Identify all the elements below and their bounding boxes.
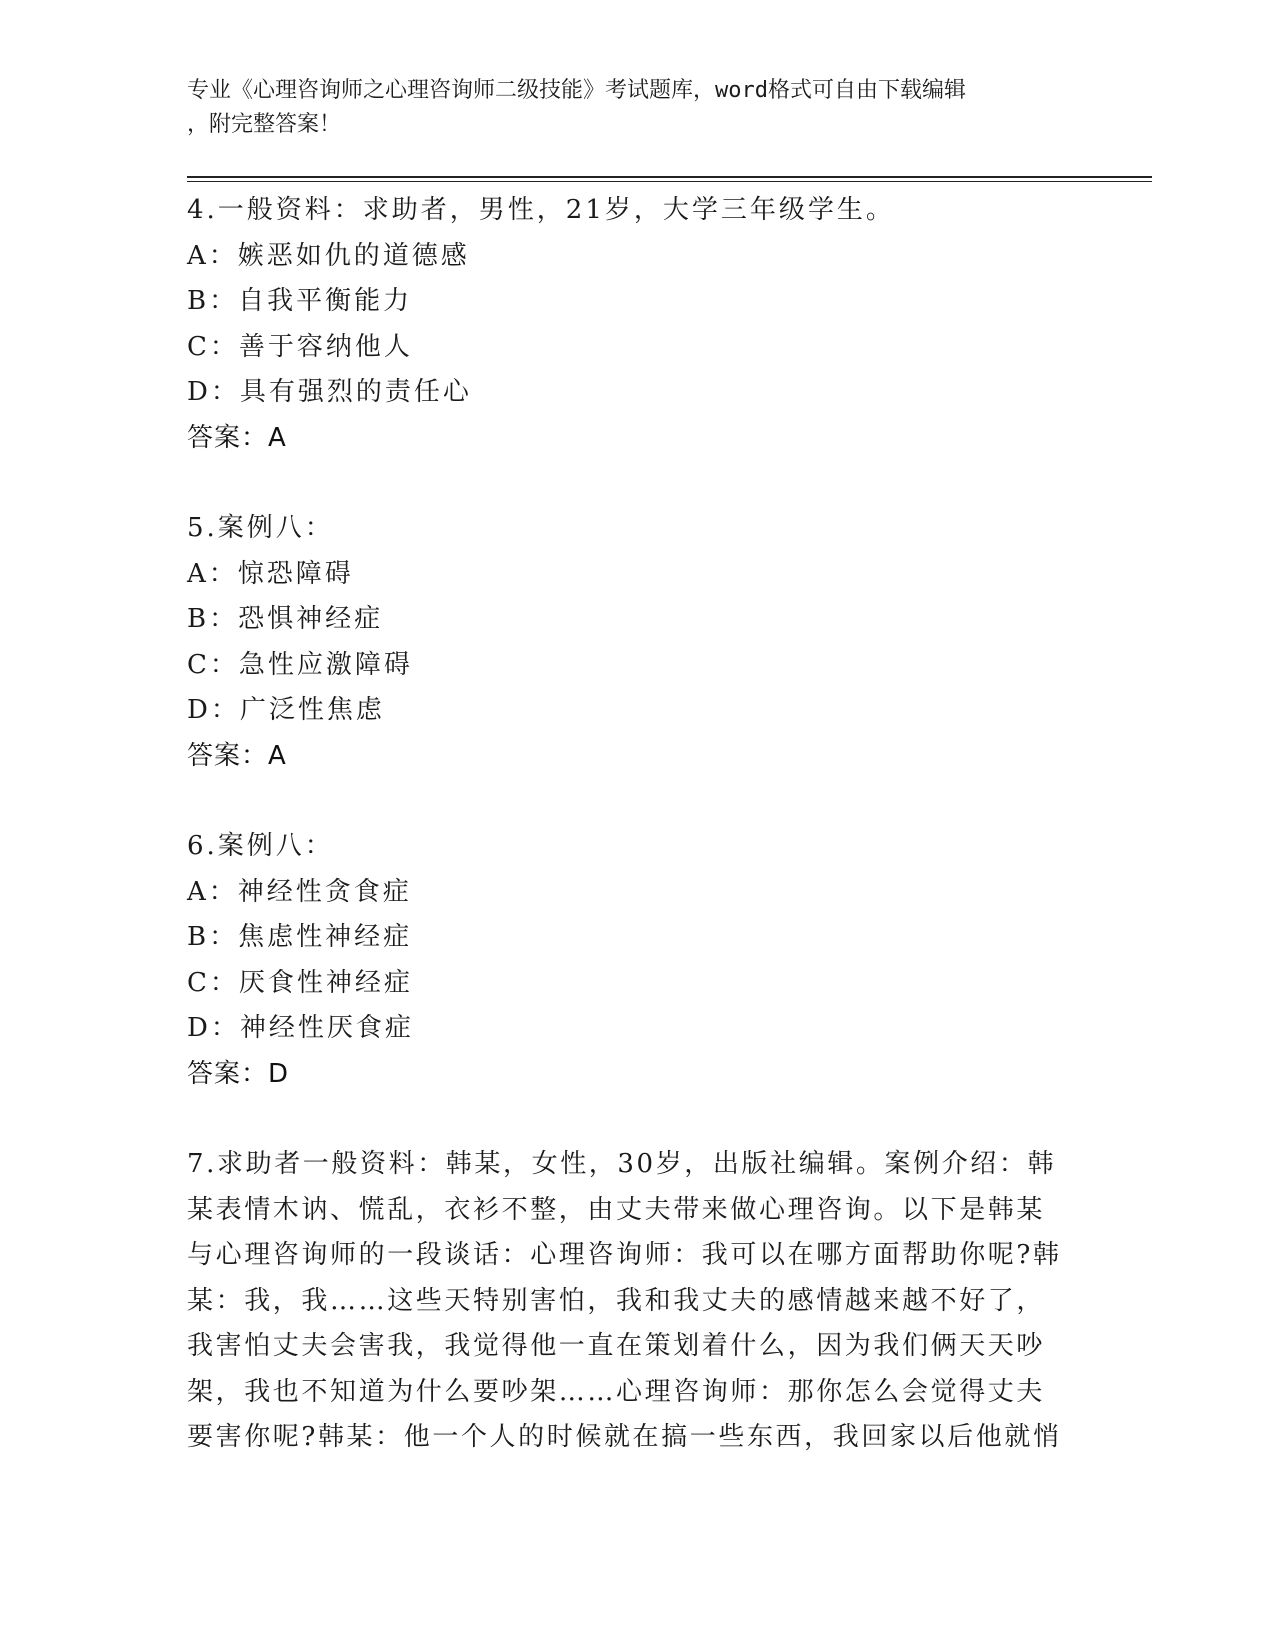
option-b: B：焦虑性神经症 — [187, 922, 413, 952]
question-5 — [187, 506, 1087, 779]
question-stem: 6.案例八： — [187, 831, 334, 861]
question-list — [187, 188, 1087, 1506]
header-line-1: 专业《心理咨询师之心理咨询师二级技能》考试题库，word格式可自由下载编辑 — [187, 78, 966, 103]
header-line-2: ，附完整答案！ — [187, 112, 342, 137]
question-6 — [187, 824, 1087, 1097]
question-7-line-1: 7.求助者一般资料：韩某，女性，30岁，出版社编辑。案例介绍：韩 — [187, 1149, 1057, 1179]
option-d: D：具有强烈的责任心 — [187, 377, 472, 407]
answer-label: 答案：A — [187, 422, 287, 453]
answer-label: 答案：A — [187, 740, 287, 771]
question-7 — [187, 1142, 1087, 1461]
answer-label: 答案：D — [187, 1058, 290, 1089]
option-c: C：厌食性神经症 — [187, 967, 413, 998]
question-stem: 4.一般资料：求助者，男性，21岁，大学三年级学生。 — [187, 195, 895, 225]
question-7-line-3: 与心理咨询师的一段谈话：心理咨询师：我可以在哪方面帮助你呢?韩 — [187, 1240, 1062, 1270]
option-c: C：善于容纳他人 — [187, 331, 413, 362]
header-divider-thin — [187, 181, 1152, 182]
option-a: A：惊恐障碍 — [187, 558, 354, 589]
question-7-line-6: 架，我也不知道为什么要吵架……心理咨询师：那你怎么会觉得丈夫 — [187, 1376, 1046, 1407]
question-stem: 5.案例八： — [187, 513, 334, 543]
question-4 — [187, 188, 1087, 461]
option-d: D：神经性厌食症 — [187, 1013, 414, 1043]
question-7-line-2: 某表情木讷、慌乱，衣衫不整，由丈夫带来做心理咨询。以下是韩某 — [187, 1194, 1046, 1225]
option-b: B：恐惧神经症 — [187, 604, 384, 634]
header-divider-thick — [187, 176, 1152, 178]
document-header — [187, 74, 1067, 142]
option-a: A：神经性贪食症 — [187, 876, 412, 907]
question-7-line-4: 某：我，我……这些天特别害怕，我和我丈夫的感情越来越不好了， — [187, 1285, 1046, 1316]
option-a: A：嫉恶如仇的道德感 — [187, 240, 470, 271]
option-d: D：广泛性焦虑 — [187, 695, 385, 725]
option-b: B：自我平衡能力 — [187, 286, 413, 316]
question-7-line-5: 我害怕丈夫会害我，我觉得他一直在策划着什么，因为我们俩天天吵 — [187, 1331, 1046, 1361]
option-c: C：急性应激障碍 — [187, 649, 413, 680]
question-7-line-7: 要害你呢?韩某：他一个人的时候就在搞一些东西，我回家以后他就悄 — [187, 1422, 1062, 1452]
